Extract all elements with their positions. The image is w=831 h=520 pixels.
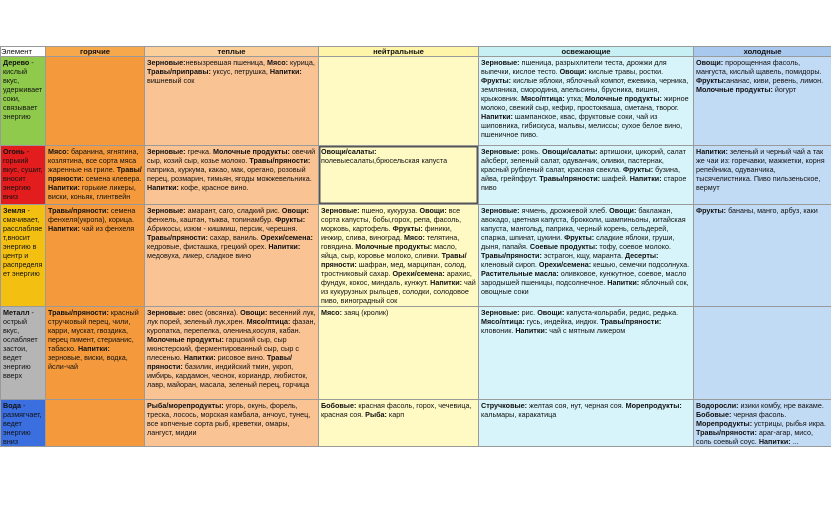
food-items: кленовый сироп. (481, 260, 539, 269)
category-label: Зерновые: (147, 58, 186, 67)
category-label: Мясо: (48, 147, 69, 156)
header-refreshing[interactable]: освежающие (479, 47, 694, 57)
food-items: шафран, мед, марципан, солод, тростниковый сахар. (321, 260, 467, 278)
category-label: Травы/приправы: (147, 67, 211, 76)
element-description: - смачивает, расслабляет,вносит энергию в центр и распределяет энергию (3, 206, 43, 278)
header-element[interactable]: Элемент (1, 47, 46, 57)
element-cell-metal[interactable] (1, 307, 46, 400)
food-items: эстрагон, кщу, маранта. (541, 251, 625, 260)
category-label: Травы/пряности: (48, 165, 142, 183)
category-label: Орехи/семена: (260, 233, 313, 242)
category-label: Травы/пряности: (696, 428, 757, 437)
food-items: кислые травы, ростки. (586, 67, 664, 76)
category-label: Травы/пряности: (147, 233, 208, 242)
category-label: Напитки: (515, 326, 548, 335)
category-label: Морепродукты: (696, 419, 753, 428)
food-items: паприка, куркума, какао, мак, орегано, розовый перец, розмарин, тимьян, ягоды можжевельника. (147, 165, 312, 183)
cell-water-cold[interactable] (694, 400, 831, 447)
food-elements-table (0, 46, 831, 447)
food-items: рисовое вино. (215, 353, 267, 362)
cell-fire-refreshing[interactable] (479, 146, 694, 205)
category-label: Напитки: (183, 353, 216, 362)
element-name: Дерево (3, 58, 30, 67)
cell-metal-refreshing[interactable] (479, 307, 694, 400)
table-row-earth (1, 205, 831, 307)
element-cell-wood[interactable] (1, 57, 46, 146)
food-items: Абрикосы, изюм - кишмиш, персик, черешня. (147, 224, 298, 233)
category-label: Орехи/семена: (392, 269, 445, 278)
food-items: семена фенхеля(укропа), корица. (48, 206, 136, 224)
cell-wood-cold[interactable] (694, 57, 831, 146)
category-label: Напитки: (48, 224, 80, 233)
category-label: Напитки: (268, 242, 301, 251)
table-row-fire (1, 146, 831, 205)
food-items: чай с мятным ликером (547, 326, 626, 335)
food-items: араг-агар, мисо, соль соевый соус. (696, 428, 813, 445)
food-items: кислые яблоки, яблочный компот, ежевика, черника, земляника, смородина, апельсины, брусника, вишня, крыжовник. (481, 76, 689, 103)
food-items: курица, (288, 58, 315, 67)
cell-earth-hot[interactable] (46, 205, 145, 307)
food-items: невызревшая пшеница, (185, 58, 268, 67)
food-items: баранина, ягнятина, козлятина, все сорта мяса жаренные на гриле. (48, 147, 139, 174)
food-items: пророщенная фасоль, мангуста, кислый щавель, помидоры. (696, 58, 822, 76)
food-items: ... (790, 437, 799, 445)
food-items: капуста-кольраби, редис, редька. (564, 308, 679, 317)
category-label: Овощи: (696, 58, 724, 67)
category-label: Зерновые: (481, 308, 520, 317)
category-label: Фрукты: (564, 233, 595, 242)
food-items: рис. (519, 308, 538, 317)
food-items: финики, инжир, слива, виноград. (321, 224, 452, 242)
food-items: базилик, индийский тмин, укроп, имбирь, кардамон, чеснок, кориандр, любисток, лавр, майоран, масала, зеленый перец, горчица (147, 362, 310, 389)
category-label: Бобовые: (321, 401, 357, 410)
food-items: медовуха, ликер, сладкое вино (147, 251, 252, 260)
cell-water-refreshing[interactable] (479, 400, 694, 447)
food-items: изики комбу, нре вакаме. (738, 401, 824, 410)
category-label: Травы/пряности: (321, 251, 467, 269)
food-items: шафей. (600, 174, 630, 183)
category-label: Зерновые: (481, 206, 520, 215)
food-items: устрицы, рыбья икра. (752, 419, 826, 428)
table-row-metal (1, 307, 831, 400)
food-items: бананы, манго, арбуз, каки (726, 206, 818, 215)
food-items: гарцский сыр, сыр мюнстерский, ферментированный сыр, сыр с плесенью. (147, 335, 299, 362)
food-items: ячмень, дрожжевой хлеб. (519, 206, 610, 215)
food-items: все сорта капусты, бобы,горох, репа, фасоль, морковь, картофель. (321, 206, 462, 233)
food-items: чай из кукурузных рыльцев, солодки, солодовое пиво, виноградный сок (321, 278, 476, 305)
food-items: йогурт (772, 85, 797, 94)
element-description: - горький вкус, сушит, вносит энергию вниз (3, 147, 43, 201)
category-label: Напитки: (147, 183, 179, 192)
food-items: зерновые, виски, водка, йсли-чай (48, 353, 128, 371)
food-items: жирное молоко, свежий сыр, кефир, простокваша, сметана, творог. (481, 94, 689, 112)
category-label: Фрукты: (623, 165, 654, 174)
cell-fire-warm[interactable] (145, 146, 319, 205)
category-label: Напитки: (481, 112, 513, 121)
food-items: овес (овсянка). (185, 308, 241, 317)
category-label: Соевые продукты: (529, 242, 598, 251)
category-label: Мясо: (267, 58, 289, 67)
category-label: Овощи: (240, 308, 268, 317)
category-label: Мясо/птица: (246, 317, 291, 326)
food-items: сладкие яблоки, груши, дыня, папайя. (481, 233, 675, 251)
category-label: Напитки: (430, 278, 463, 287)
category-label: Молочные продукты: (147, 335, 224, 344)
food-items: весенний лук, лук порей, зеленый лук,хрен. (147, 308, 316, 326)
food-items: артишоки, цикорий, салат айсберг, зеленый салат, одуванчик, оливки, пастернак, красный рубленый салат, красная свекла. (481, 147, 686, 174)
element-description: - острый вкус, ослабляет застои, ведет энергию вверх (3, 308, 38, 380)
category-label: Овощи: (281, 206, 309, 215)
cell-earth-warm[interactable] (145, 205, 319, 307)
category-label: Водоросли: (696, 401, 739, 410)
category-label: Рыба: (365, 410, 387, 419)
category-label: Фрукты: (392, 224, 423, 233)
food-items: семена клевера. (83, 174, 142, 183)
food-items: сахар, ваниль. (207, 233, 261, 242)
element-name: Земля (3, 206, 26, 215)
category-label: Молочные продукты: (355, 242, 433, 251)
category-label: Молочные продукты: (696, 85, 773, 94)
food-items: кофе, красное вино. (178, 183, 249, 192)
category-label: Травы/пряности: (539, 174, 601, 183)
element-name: Металл (3, 308, 30, 317)
category-label: Травы/пряности: (48, 308, 109, 317)
category-label: Напитки: (48, 183, 80, 192)
header-row (1, 47, 831, 57)
category-label: Рыба/морепродукты: (147, 401, 224, 410)
category-label: Орехи/семена: (538, 260, 592, 269)
food-items: старое пиво (481, 174, 687, 192)
food-items: гречка. (185, 147, 213, 156)
food-items: полевыесалаты,брюсельская капуста (321, 156, 448, 165)
element-name: Огонь (3, 147, 25, 156)
food-items: уксус, петрушка, (210, 67, 270, 76)
cell-wood-neutral[interactable] (319, 57, 479, 146)
category-label: Десерты: (624, 251, 659, 260)
category-label: Зерновые: (321, 206, 360, 215)
cell-fire-hot[interactable] (46, 146, 145, 205)
food-items: овечий сыр, козий сыр, козье молоко. (147, 147, 316, 165)
category-label: Травы/пряности: (600, 317, 662, 326)
cell-wood-hot[interactable] (46, 57, 145, 146)
food-items: рожь. (519, 147, 543, 156)
food-items: заяц (кролик) (341, 308, 389, 317)
food-items: зеленый и черный чай а так же чаи из: горечавки, мажжетки, корня репейника, одуванчика, тысячелистника. Пиво пильзеньское, вермут (696, 147, 825, 192)
food-items: кедровые, фисташка, грецкий орех. (147, 242, 269, 251)
food-items: горькие ликеры, виски, коньяк, глинтвейн (48, 183, 136, 201)
food-items: гусь, индейка, индюк. (524, 317, 601, 326)
element-name: Вода (3, 401, 22, 410)
element-cell-earth[interactable] (1, 205, 46, 307)
food-items: пшено, кукуруза. (359, 206, 420, 215)
cell-wood-refreshing[interactable] (479, 57, 694, 146)
cell-water-neutral[interactable] (319, 400, 479, 447)
header-hot[interactable]: горячие (46, 47, 145, 57)
food-items: фенхель, каштан, тыква, топинамбур. (147, 215, 276, 224)
food-items: черная фасоль. (731, 410, 787, 419)
cell-fire-cold[interactable] (694, 146, 831, 205)
category-label: Мясо/птица: (481, 317, 525, 326)
cell-earth-refreshing[interactable] (479, 205, 694, 307)
table-row-water (1, 400, 831, 447)
category-label: Овощи: (559, 67, 587, 76)
cell-metal-neutral[interactable] (319, 307, 479, 400)
food-items: утка; (564, 94, 585, 103)
category-label: Морепродукты: (625, 401, 682, 410)
cell-fire-neutral[interactable] (319, 146, 479, 205)
food-items: телятина, говядина. (321, 233, 460, 251)
food-items: карп (386, 410, 405, 419)
cell-earth-cold[interactable] (694, 205, 831, 307)
header-warm[interactable]: теплые (145, 47, 319, 57)
category-label: Фрукты: (696, 76, 727, 85)
category-label: Мясо: (321, 308, 342, 317)
food-items: красный стручковый перец, чили, карри, мускат, гвоздика, перец пимент, стерианис, табаско. (48, 308, 139, 353)
food-items: пшеница, разрыхлители теста, дрожжи для выпечки, кислое тесто. (481, 58, 667, 76)
food-items: масло, яйца, сыр, коровье молоко, сливки. (321, 242, 457, 260)
category-label: Бобовые: (696, 410, 732, 419)
header-neutral[interactable]: нейтральные (319, 47, 479, 57)
category-label: Стручковые: (481, 401, 528, 410)
category-label: Мясо: (403, 233, 425, 242)
element-description: - размягчает, ведет энергию вниз (3, 401, 42, 445)
category-label: Растительные масла: (481, 269, 559, 278)
food-items: тофу, соевое молоко. (597, 242, 671, 251)
category-label: Овощи: (609, 206, 637, 215)
element-description: - кислый вкус, удерживает соки, связывает энергию (3, 58, 43, 121)
cell-water-warm[interactable] (145, 400, 319, 447)
cell-wood-warm[interactable] (145, 57, 319, 146)
category-label: Напитки: (696, 147, 728, 156)
category-label: Напитки: (607, 278, 640, 287)
category-label: Зерновые: (147, 206, 186, 215)
cell-metal-warm[interactable] (145, 307, 319, 400)
category-label: Зерновые: (481, 58, 520, 67)
element-cell-fire[interactable] (1, 146, 46, 205)
category-label: Мясо/птица: (521, 94, 565, 103)
category-label: Зерновые: (147, 308, 186, 317)
cell-earth-neutral[interactable] (319, 205, 479, 307)
food-items: кальмары, каракатица (481, 410, 557, 419)
food-items: бузина, айва, грейпфрут. (481, 165, 680, 183)
food-items: фазан, куропатка, перепелка, оленина,косуля, кабан. (147, 317, 316, 335)
food-items: кловоник. (481, 326, 516, 335)
food-items: яблочный сок, овощные соки (481, 278, 689, 296)
food-items: ананас, киви, ревень, лимон. (726, 76, 824, 85)
category-label: Фрукты: (275, 215, 306, 224)
cell-water-hot[interactable] (46, 400, 145, 447)
food-items: баклажан, авокадо, цветная капуста, брокколи, шампиньоны, китайская капуста, мангольд, паприка, черный корень, сельдерей, спаржа, шпинат, цукини. (481, 206, 686, 242)
category-label: Травы/пряности: (249, 156, 311, 165)
category-label: Фрукты: (481, 76, 512, 85)
category-label: Молочные продукты: (213, 147, 290, 156)
cell-metal-hot[interactable] (46, 307, 145, 400)
category-label: Фрукты: (696, 206, 727, 215)
category-label: Овощи: (537, 308, 565, 317)
food-items: желтая соя, нут, черная соя. (527, 401, 626, 410)
header-cold[interactable]: холодные (694, 47, 831, 57)
category-label: Овощи: (419, 206, 447, 215)
food-items: кешью, семечки подсолнуха. (591, 260, 690, 269)
category-label: Овощи/салаты: (321, 147, 377, 156)
category-label: Овощи/салаты: (542, 147, 598, 156)
food-items: угорь, окунь, форель, треска, лосось, морская камбала, анчоус, тунец, все копченые сорта рыб, креветки, омары, лангуст, мидии (147, 401, 311, 437)
food-items: чай из фенхеля (79, 224, 135, 233)
food-items: оливковое, кунжутное, соевое, масло зародышей пшеницы, подсолнечное. (481, 269, 687, 287)
cell-metal-cold[interactable] (694, 307, 831, 400)
table-row-wood (1, 57, 831, 146)
food-items: амарант, саго, сладкий рис. (185, 206, 282, 215)
element-cell-water[interactable] (1, 400, 46, 447)
food-items: арахис, фундук, кокос, миндаль, кунжут. (321, 269, 472, 287)
category-label: Травы/пряности: (48, 206, 109, 215)
category-label: Напитки: (77, 344, 110, 353)
category-label: Напитки: (629, 174, 662, 183)
category-label: Травы/пряности: (147, 353, 292, 371)
food-items: шампанское, квас, фруктовые соки, чай из шиповника, гибискуса, мальвы, мелиссы; сухое белое вино, пшеничное пиво. (481, 112, 683, 139)
food-items: вишневый сок (147, 76, 195, 85)
category-label: Зерновые: (481, 147, 520, 156)
category-label: Травы/пряности: (481, 251, 542, 260)
category-label: Напитки: (758, 437, 791, 445)
category-label: Зерновые: (147, 147, 186, 156)
category-label: Молочные продукты: (585, 94, 662, 103)
category-label: Напитки: (269, 67, 302, 76)
food-items: красная фасоль, горох, чечевица, красная соя. (321, 401, 472, 419)
